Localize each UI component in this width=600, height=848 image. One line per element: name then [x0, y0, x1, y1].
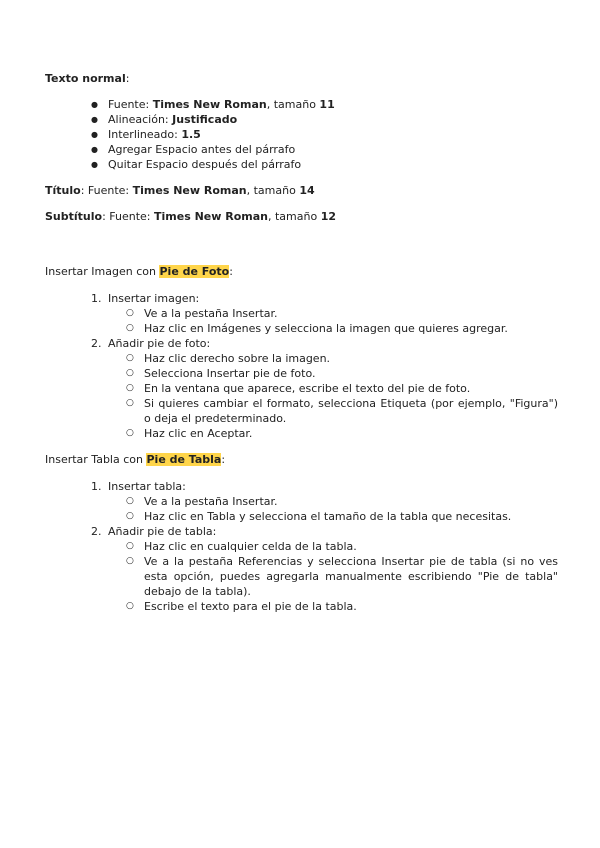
list-item: ○ Haz clic en Imágenes y selecciona la imagen que quieres agregar. [108, 321, 558, 336]
normal-format-list [45, 97, 558, 172]
list-item: 2. Añadir pie de tabla: ○ Haz clic en cualquier celda de la tabla. ○ Ve a la pestaña Referencias y selecciona Insertar pie de tabla (si no ves esta opción, puedes agregarla manualmente escribiendo "Pie de tabla" debajo de la tabla). ○ Escribe el texto para el pie de la tabla. [45, 524, 558, 614]
list-item: ○ Haz clic derecho sobre la imagen. [108, 351, 558, 366]
highlight-pie-de-foto: Pie de Foto [159, 265, 230, 278]
sub-list [108, 494, 558, 524]
list-item: ● Interlineado: 1.5 [45, 127, 558, 142]
list-item: ● Alineación: Justificado [45, 112, 558, 127]
list-item: ● Quitar Espacio después del párrafo [45, 157, 558, 172]
list-item: ○ Ve a la pestaña Insertar. [108, 306, 558, 321]
list-item: ○ Selecciona Insertar pie de foto. [108, 366, 558, 381]
normal-heading-label: Texto normal [45, 72, 126, 85]
list-item: 1. Insertar tabla: ○ Ve a la pestaña Insertar. ○ Haz clic en Tabla y selecciona el tamaño de la tabla que necesitas. [45, 479, 558, 524]
list-item: ● Fuente: Times New Roman, tamaño 11 [45, 97, 558, 112]
sub-list [108, 539, 558, 614]
list-item: ● Agregar Espacio antes del párrafo [45, 142, 558, 157]
list-item: ○ Haz clic en Tabla y selecciona el tamaño de la tabla que necesitas. [108, 509, 558, 524]
imagen-steps [45, 291, 558, 441]
highlight-pie-de-tabla: Pie de Tabla [146, 453, 222, 466]
imagen-heading: Insertar Imagen con Pie de Foto: [45, 265, 233, 278]
list-item: ○ Haz clic en cualquier celda de la tabla. [108, 539, 558, 554]
tabla-steps [45, 479, 558, 614]
sub-list [108, 351, 558, 441]
tabla-heading: Insertar Tabla con Pie de Tabla: [45, 453, 226, 466]
titulo-line: Título: Fuente: Times New Roman, tamaño 14 [45, 184, 315, 197]
list-item: ○ Haz clic en Aceptar. [108, 426, 558, 441]
list-item: ○ Escribe el texto para el pie de la tabla. [108, 599, 558, 614]
list-item: 2. Añadir pie de foto: ○ Haz clic derecho sobre la imagen. ○ Selecciona Insertar pie de foto. ○ En la ventana que aparece, escribe el texto del pie de foto. ○ Si quieres cambiar el formato, selecciona Etiqueta (por ejemplo, "Figura") o deja el predeterminado. ○ Haz clic en Aceptar. [45, 336, 558, 441]
list-item: ○ En la ventana que aparece, escribe el texto del pie de foto. [108, 381, 558, 396]
list-item: ○ Si quieres cambiar el formato, selecciona Etiqueta (por ejemplo, "Figura") o deja el predeterminado. [108, 396, 558, 426]
list-item: 1. Insertar imagen: ○ Ve a la pestaña Insertar. ○ Haz clic en Imágenes y selecciona la imagen que quieres agregar. [45, 291, 558, 336]
normal-heading-colon: : [125, 72, 130, 85]
subtitulo-line: Subtítulo: Fuente: Times New Roman, tamaño 12 [45, 210, 337, 223]
sub-list [108, 306, 558, 336]
normal-heading [45, 71, 558, 86]
list-item: ○ Ve a la pestaña Referencias y selecciona Insertar pie de tabla (si no ves esta opción, puedes agregarla manualmente escribiendo "Pie de tabla" debajo de la tabla). [108, 554, 558, 599]
list-item: ○ Ve a la pestaña Insertar. [108, 494, 558, 509]
